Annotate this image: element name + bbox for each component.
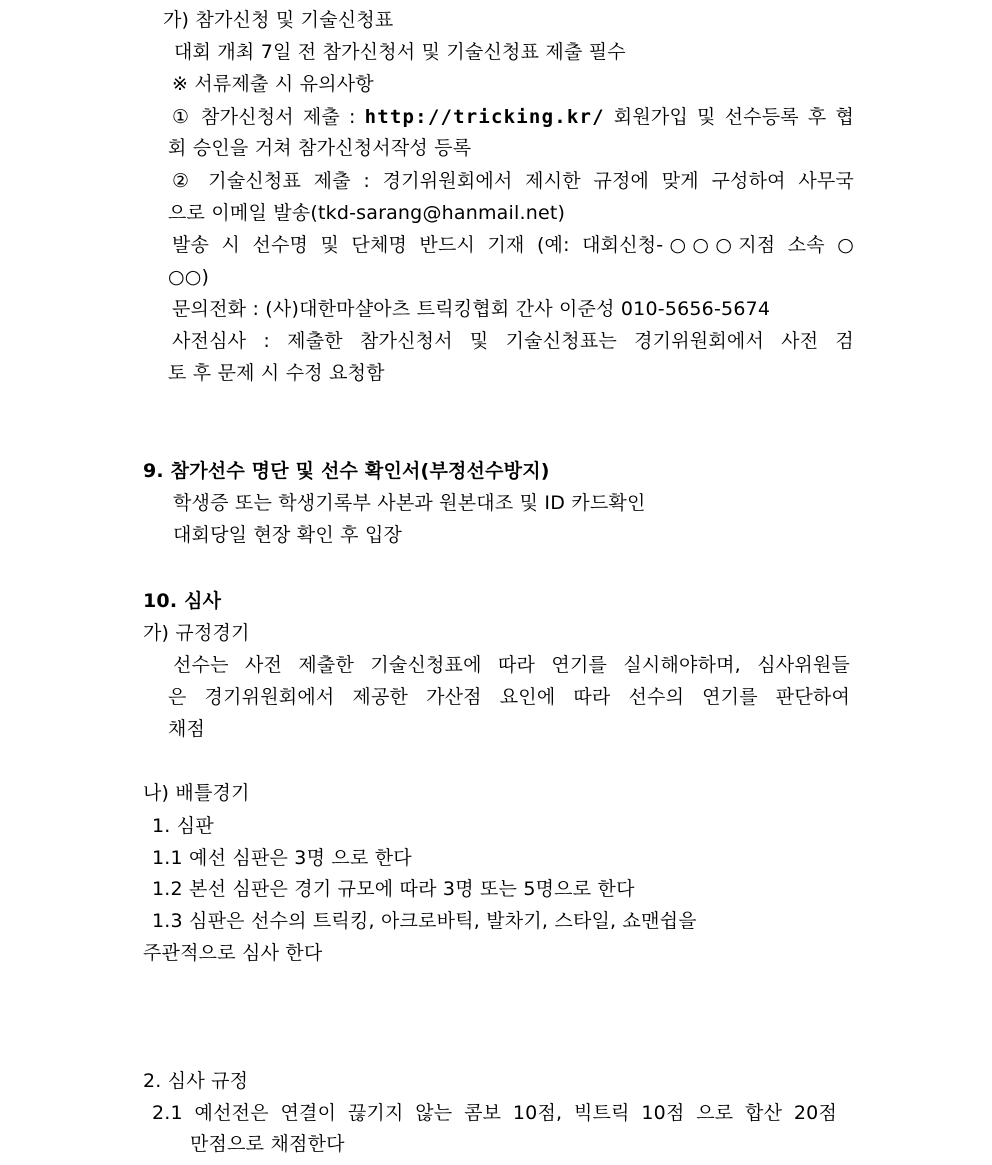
regulation-match-line3: 채점 <box>168 718 206 740</box>
battle-match-heading: 나) 배틀경기 <box>143 782 250 804</box>
submission-note-heading: ※ 서류제출 시 유의사항 <box>172 73 374 95</box>
scoring-rule-2-1-line1: 2.1 예선전은 연결이 끊기지 않는 콤보 10점, 빅트릭 10점 으로 합산 20점 <box>152 1102 837 1124</box>
scoring-rule-2-1-line2: 만점으로 채점한다 <box>190 1133 345 1155</box>
item2-line2-email: 으로 이메일 발송(tkd-sarang@hanmail.net) <box>168 202 566 224</box>
item1-line <box>172 102 854 132</box>
regulation-match-heading: 가) 규정경기 <box>143 622 250 644</box>
item1-continuation: 회 승인을 거쳐 참가신청서작성 등록 <box>168 137 472 159</box>
judge-rule-1-1: 1.1 예선 심판은 3명 으로 한다 <box>152 847 412 869</box>
send-instruction-line2: ○○) <box>168 266 210 288</box>
section9-line1: 학생증 또는 학생기록부 사본과 원본대조 및 ID 카드확인 <box>173 492 646 514</box>
judge-rule-1-3-continuation: 주관적으로 심사 한다 <box>143 942 323 964</box>
section9-line2: 대회당일 현장 확인 후 입장 <box>173 524 403 546</box>
send-instruction-line1: 발송 시 선수명 및 단체명 반드시 기재 (예: 대회신청-○○○지점 소속 ○ <box>172 234 854 256</box>
judge-rule-1-3: 1.3 심판은 선수의 트릭킹, 아크로바틱, 발차기, 스타일, 쇼맨쉽을 <box>152 910 697 932</box>
judge-heading: 1. 심판 <box>152 815 214 837</box>
contact-phone-text: 문의전화 : (사)대한마샬아츠 트릭킹협회 간사 이준성 010-5656-5674 <box>172 298 771 320</box>
pre-review-line1: 사전심사 : 제출한 참가신청서 및 기술신청표는 경기위원회에서 사전 검 <box>172 330 854 352</box>
section-ga-heading: 가) 참가신청 및 기술신청표 <box>163 9 394 31</box>
pre-review-line2: 토 후 문제 시 수정 요청함 <box>168 362 385 384</box>
scoring-rules-heading: 2. 심사 규정 <box>143 1070 249 1092</box>
tricking-url-link[interactable]: http://tricking.kr/ <box>364 106 605 128</box>
judge-rule-1-2: 1.2 본선 심판은 경기 규모에 따라 3명 또는 5명으로 한다 <box>152 878 635 900</box>
regulation-match-line1: 선수는 사전 제출한 기술신청표에 따라 연기를 실시해야하며, 심사위원들 <box>173 654 850 676</box>
item1-suffix: 회원가입 및 선수등록 후 협 <box>604 106 855 128</box>
item2-line1: ② 기술신청표 제출 : 경기위원회에서 제시한 규정에 맞게 구성하여 사무국 <box>172 170 854 192</box>
regulation-match-line2: 은 경기위원회에서 제공한 가산점 요인에 따라 선수의 연기를 판단하여 <box>168 686 850 708</box>
section10-heading: 10. 심사 <box>143 590 222 612</box>
submission-deadline-text: 대회 개최 7일 전 참가신청서 및 기술신청표 제출 필수 <box>174 41 626 63</box>
section9-heading: 9. 참가선수 명단 및 선수 확인서(부정선수방지) <box>143 460 550 482</box>
item1-prefix: ① 참가신청서 제출 : <box>172 106 365 128</box>
